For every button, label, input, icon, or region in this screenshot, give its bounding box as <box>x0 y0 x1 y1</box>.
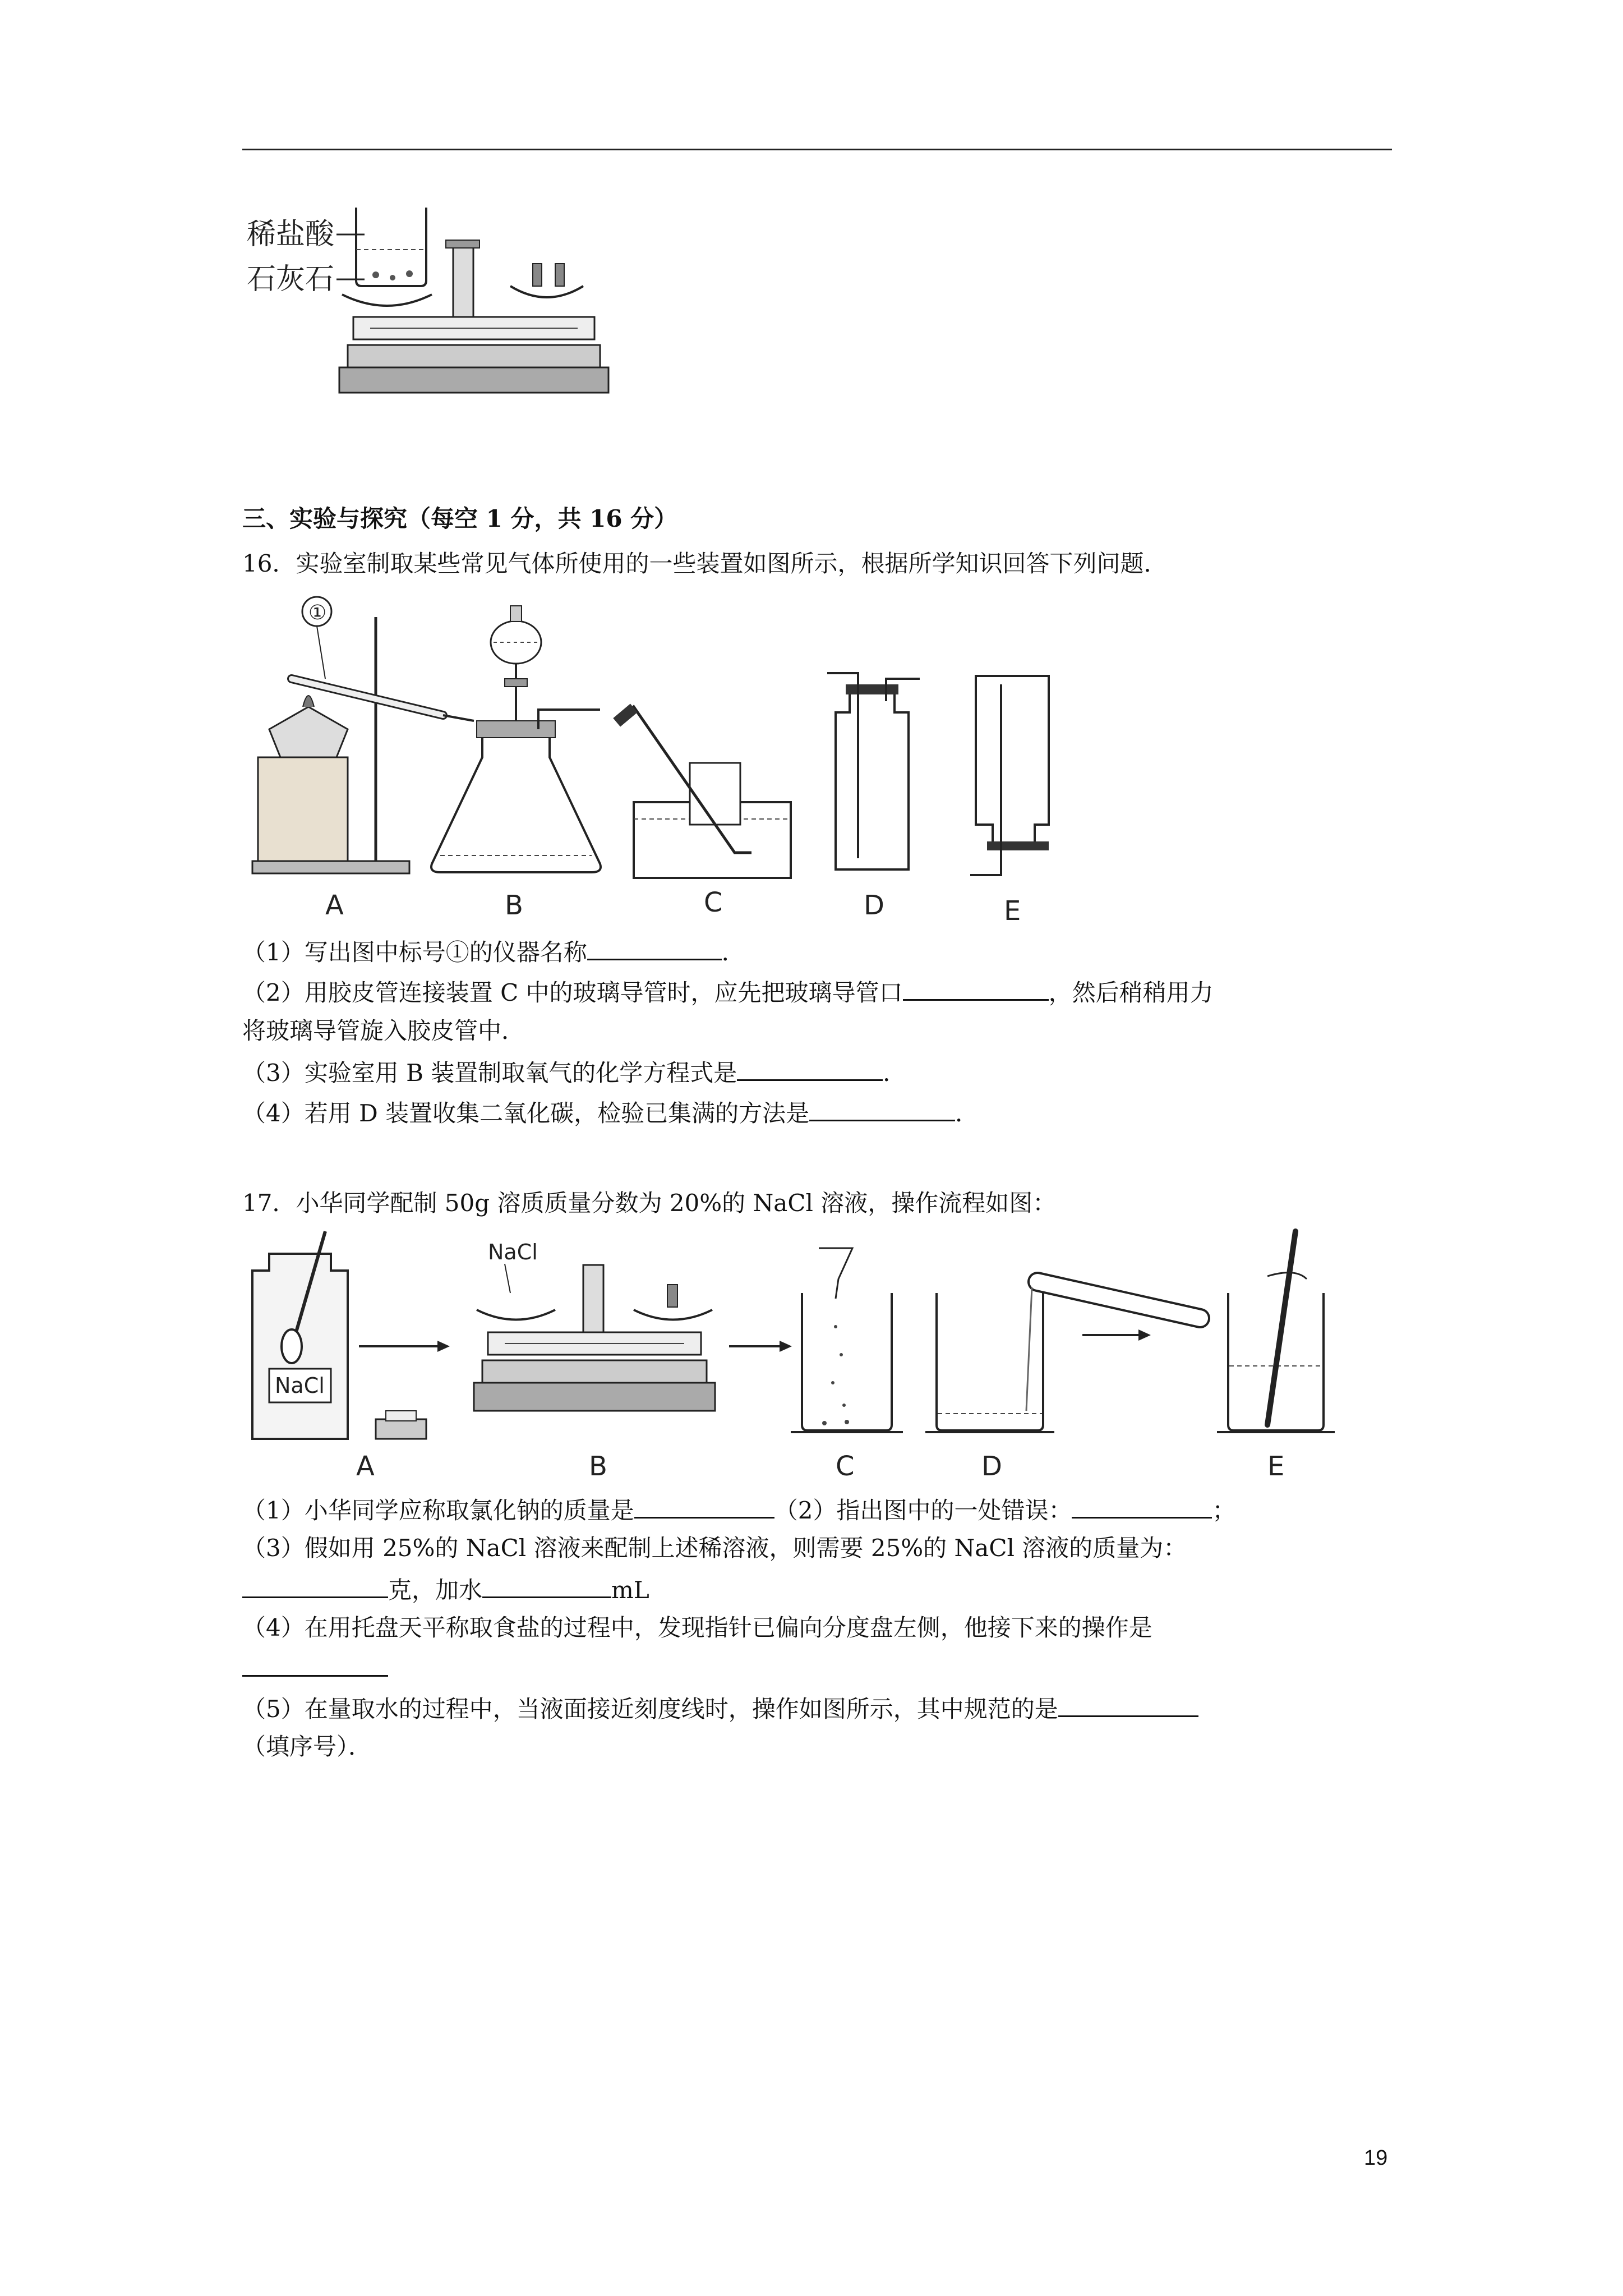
label-c: C <box>704 887 723 918</box>
q16-p1-text: （1）写出图中标号①的仪器名称 <box>242 938 587 966</box>
q17-procedure-figure <box>241 1226 1419 1484</box>
q17-p2-end: ； <box>1212 1497 1236 1524</box>
q16-stem: 16．实验室制取某些常见气体所使用的一些装置如图所示，根据所学知识回答下列问题． <box>242 550 1168 577</box>
q16-p3-text: （3）实验室用 B 装置制取氧气的化学方程式是 <box>242 1059 737 1087</box>
step-a <box>252 1231 450 1482</box>
q16-p1-blank[interactable] <box>587 934 722 960</box>
q16-apparatus-figure <box>241 595 1138 931</box>
q16-p3 <box>242 1055 906 1090</box>
step-b <box>474 1240 792 1482</box>
step-e <box>1217 1231 1335 1482</box>
q17-p3-blank-mass[interactable] <box>242 1572 388 1598</box>
q17-p3-unit: mL <box>611 1576 649 1604</box>
label-d: D <box>981 1451 1002 1482</box>
q17-p4-blank[interactable] <box>242 1650 388 1677</box>
step-c <box>791 1248 903 1482</box>
q16-p1 <box>242 934 745 969</box>
q16-p4-text: （4）若用 D 装置收集二氧化碳，检验已集满的方法是 <box>242 1099 810 1127</box>
jar-label: NaCl <box>275 1373 325 1398</box>
q17-p3-blank-water[interactable] <box>482 1572 611 1598</box>
q17-p1 <box>242 1492 1235 1527</box>
q16-p3-blank[interactable] <box>737 1055 883 1081</box>
q17-stem: 17．小华同学配制 50g 溶质质量分数为 20%的 NaCl 溶液，操作流程如图： <box>242 1189 1057 1217</box>
page-number: 19 <box>1364 2146 1388 2170</box>
marker-1: ① <box>308 601 327 624</box>
q16-p2-text: （2）用胶皮管连接装置 C 中的玻璃导管时，应先把玻璃导管口 <box>242 979 903 1006</box>
q16-p2-tail: ，然后稍稍用力 <box>1048 979 1214 1006</box>
label-d: D <box>864 890 884 921</box>
apparatus-c <box>613 703 791 918</box>
q16-p2-cont: 将玻璃导管旋入胶皮管中． <box>242 1017 525 1045</box>
label-stone: 石灰石 <box>247 263 335 296</box>
q16-p2 <box>242 974 1214 1010</box>
q17-p1-text: （1）小华同学应称取氯化钠的质量是 <box>242 1497 634 1524</box>
label-e: E <box>1004 895 1021 927</box>
q17-p5-blank[interactable] <box>1058 1691 1198 1717</box>
apparatus-b <box>431 606 601 921</box>
step-d <box>925 1282 1200 1482</box>
q17-p4-line2 <box>242 1650 388 1686</box>
q17-p5 <box>242 1691 1198 1726</box>
q17-p5-text: （5）在量取水的过程中，当液面接近刻度线时，操作如图所示，其中规范的是 <box>242 1695 1058 1723</box>
label-b: B <box>505 890 523 921</box>
section-title: 三、实验与探究（每空 1 分，共 16 分） <box>242 505 678 532</box>
q16-p2-blank[interactable] <box>903 974 1049 1001</box>
q17-p4: （4）在用托盘天平称取食盐的过程中，发现指针已偏向分度盘左侧，他接下来的操作是 <box>242 1614 1152 1641</box>
q16-p3-end: ． <box>883 1059 907 1087</box>
q16-p4-end: ． <box>955 1099 979 1127</box>
balance-nacl-label: NaCl <box>488 1240 538 1264</box>
label-b: B <box>589 1451 607 1482</box>
q17-p5-cont: （填序号）． <box>242 1733 372 1760</box>
q16-p1-end: ． <box>721 938 745 966</box>
label-c: C <box>836 1451 855 1482</box>
label-a: A <box>325 890 344 921</box>
q17-p3-mid: 克，加水 <box>388 1576 483 1604</box>
apparatus-d <box>827 673 920 921</box>
q17-p3-line2 <box>242 1572 649 1607</box>
label-e: E <box>1267 1451 1285 1482</box>
apparatus-e <box>970 676 1049 927</box>
label-acid: 稀盐酸 <box>247 218 335 251</box>
label-a: A <box>356 1451 375 1482</box>
q17-p2-text: （2）指出图中的一处错误： <box>774 1497 1072 1524</box>
header-rule <box>242 149 1392 150</box>
q17-p3: （3）假如用 25%的 NaCl 溶液来配制上述稀溶液，则需要 25%的 NaCl 溶液的质量为： <box>242 1534 1187 1562</box>
q17-p1-blank[interactable] <box>634 1492 774 1519</box>
q16-p4-blank[interactable] <box>809 1095 955 1121</box>
balance-beaker-figure <box>241 196 623 409</box>
q17-p2-blank[interactable] <box>1072 1492 1212 1519</box>
q16-p4 <box>242 1095 979 1130</box>
